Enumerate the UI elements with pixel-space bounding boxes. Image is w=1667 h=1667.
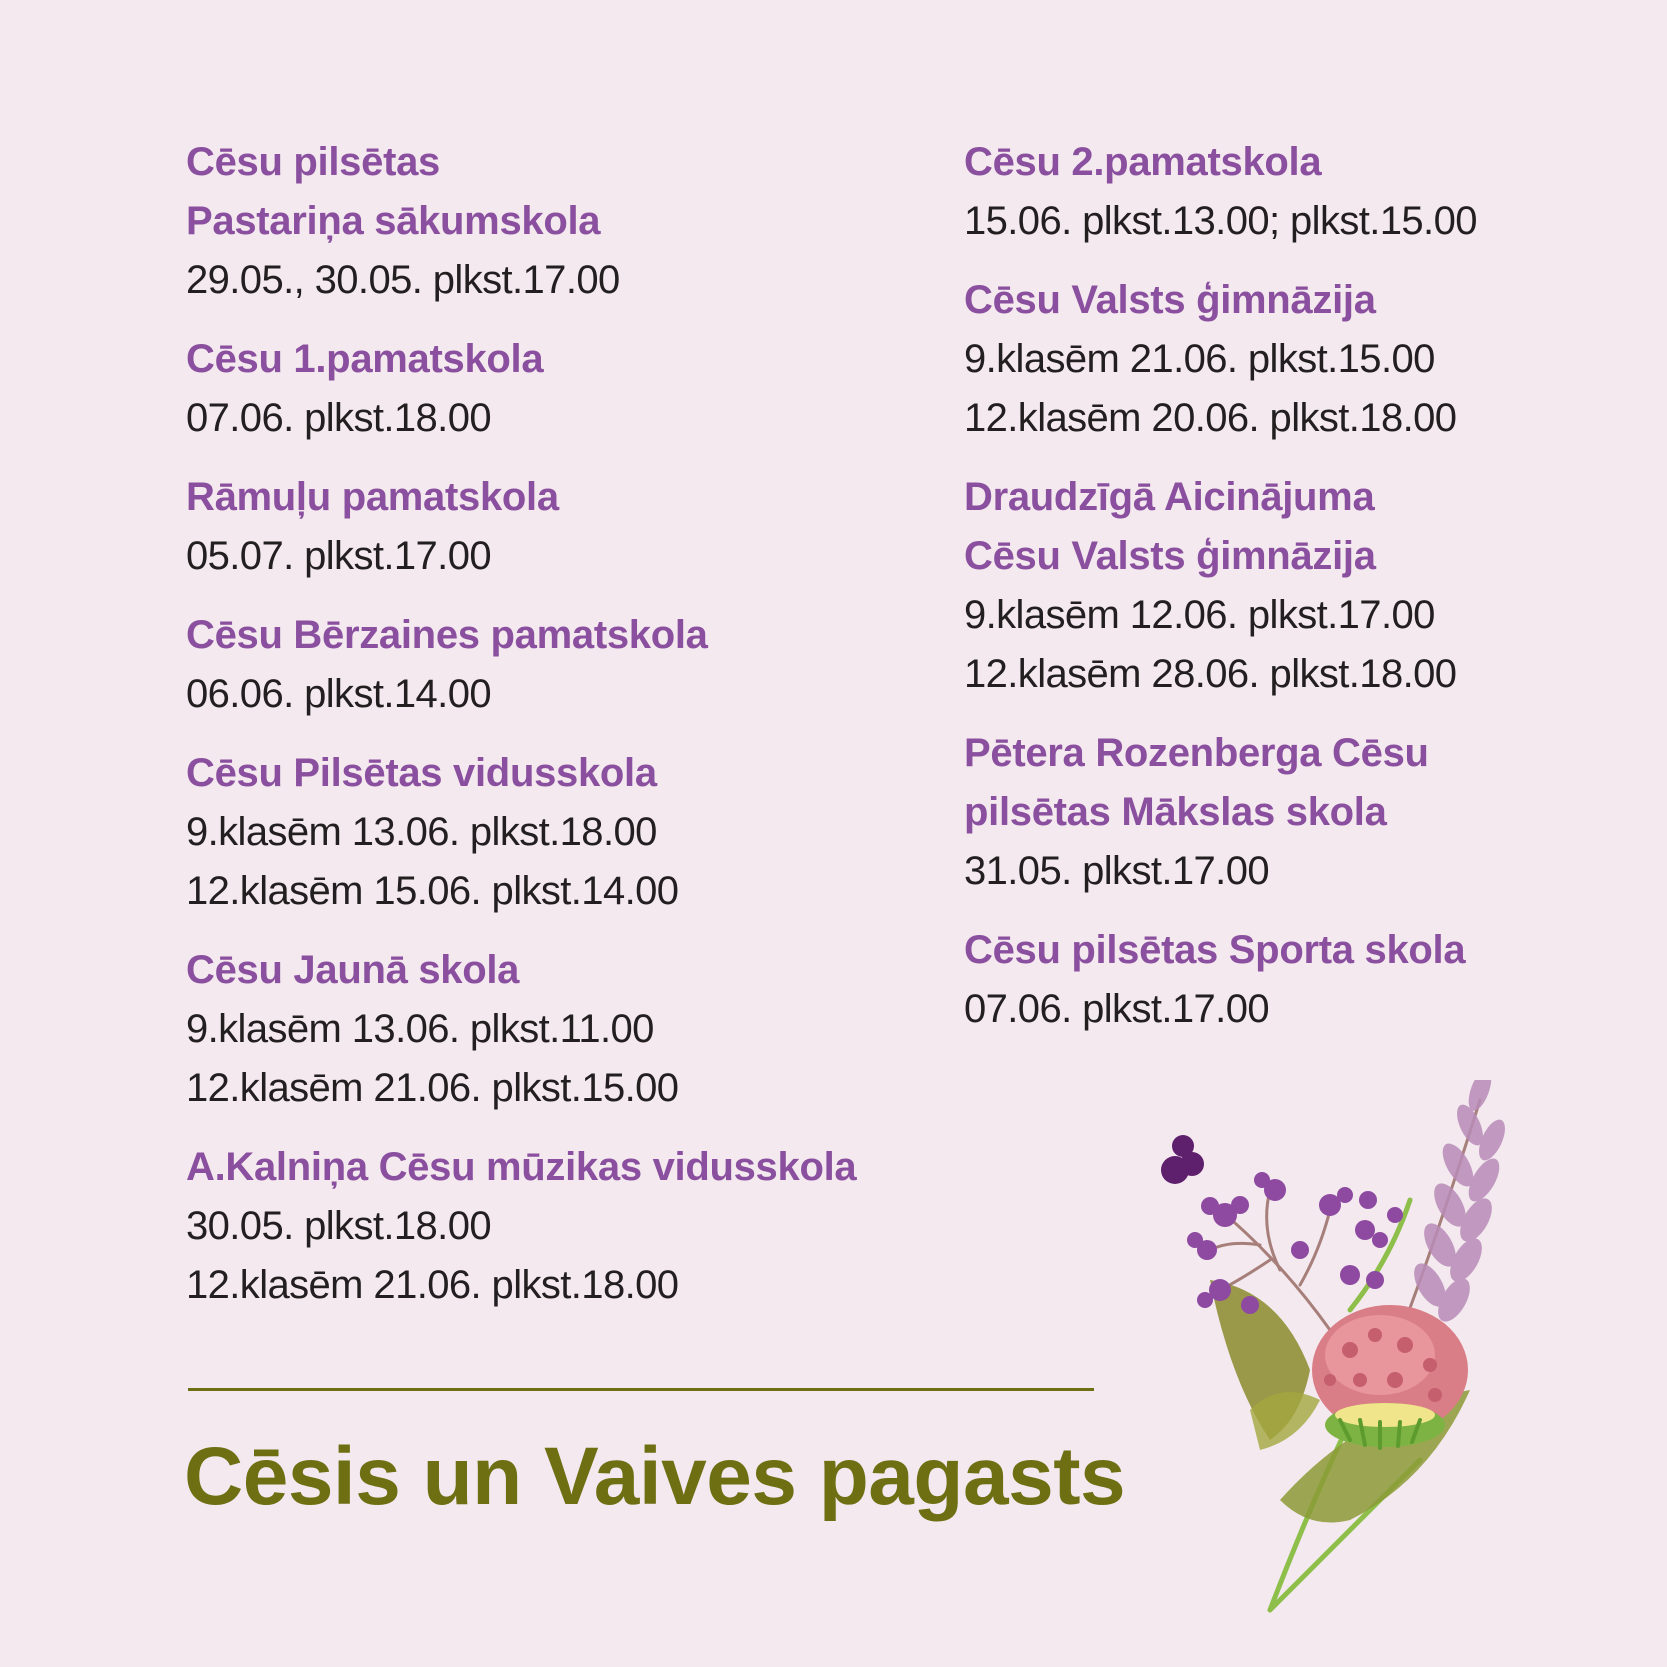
school-name: Pastariņa sākumskola — [186, 199, 601, 243]
flower-bouquet-illustration — [1150, 1080, 1667, 1667]
school-entry — [186, 330, 906, 448]
region-heading: Cēsis un Vaives pagasts — [184, 1431, 1126, 1522]
ceremony-time: 12.klasēm 28.06. plkst.18.00 — [964, 652, 1457, 696]
school-entry — [964, 133, 1584, 251]
ceremony-time: 12.klasēm 21.06. plkst.18.00 — [186, 1263, 679, 1307]
school-name: Pētera Rozenberga Cēsu — [964, 731, 1429, 775]
ceremony-time: 05.07. plkst.17.00 — [186, 534, 491, 578]
school-entry — [964, 921, 1584, 1039]
school-name: Cēsu Valsts ģimnāzija — [964, 534, 1376, 578]
school-entry — [186, 744, 906, 921]
school-entry — [186, 133, 906, 310]
ceremony-time: 06.06. plkst.14.00 — [186, 672, 491, 716]
ceremony-time: 9.klasēm 13.06. plkst.11.00 — [186, 1007, 654, 1051]
ceremony-time: 12.klasēm 21.06. plkst.15.00 — [186, 1066, 679, 1110]
ceremony-time: 07.06. plkst.18.00 — [186, 396, 491, 440]
ceremony-time: 15.06. plkst.13.00; plkst.15.00 — [964, 199, 1477, 243]
school-name: A.Kalniņa Cēsu mūzikas vidusskola — [186, 1145, 857, 1189]
school-name: Cēsu pilsētas — [186, 140, 440, 184]
school-entry — [186, 1138, 906, 1315]
school-name: Cēsu Jaunā skola — [186, 948, 520, 992]
school-name: Cēsu 1.pamatskola — [186, 337, 544, 381]
right-column — [964, 133, 1584, 1059]
ceremony-time: 9.klasēm 13.06. plkst.18.00 — [186, 810, 657, 854]
ceremony-time: 31.05. plkst.17.00 — [964, 849, 1269, 893]
ceremony-time: 30.05. plkst.18.00 — [186, 1204, 491, 1248]
school-name: Rāmuļu pamatskola — [186, 475, 559, 519]
school-entry — [964, 468, 1584, 704]
school-entry — [964, 271, 1584, 448]
left-column — [186, 133, 906, 1335]
ceremony-time: 29.05., 30.05. plkst.17.00 — [186, 258, 620, 302]
school-name: Draudzīgā Aicinājuma — [964, 475, 1375, 519]
school-name: Cēsu Valsts ģimnāzija — [964, 278, 1376, 322]
school-entry — [186, 468, 906, 586]
ceremony-time: 12.klasēm 15.06. plkst.14.00 — [186, 869, 679, 913]
ceremony-time: 9.klasēm 12.06. plkst.17.00 — [964, 593, 1435, 637]
school-entry — [186, 606, 906, 724]
ceremony-time: 9.klasēm 21.06. plkst.15.00 — [964, 337, 1435, 381]
school-name: Cēsu Pilsētas vidusskola — [186, 751, 657, 795]
ceremony-time: 07.06. plkst.17.00 — [964, 987, 1269, 1031]
school-name: Cēsu pilsētas Sporta skola — [964, 928, 1466, 972]
school-entry — [964, 724, 1584, 901]
school-entry — [186, 941, 906, 1118]
section-divider — [188, 1388, 1094, 1391]
school-name: pilsētas Mākslas skola — [964, 790, 1387, 834]
school-name: Cēsu Bērzaines pamatskola — [186, 613, 708, 657]
school-name: Cēsu 2.pamatskola — [964, 140, 1322, 184]
ceremony-time: 12.klasēm 20.06. plkst.18.00 — [964, 396, 1457, 440]
